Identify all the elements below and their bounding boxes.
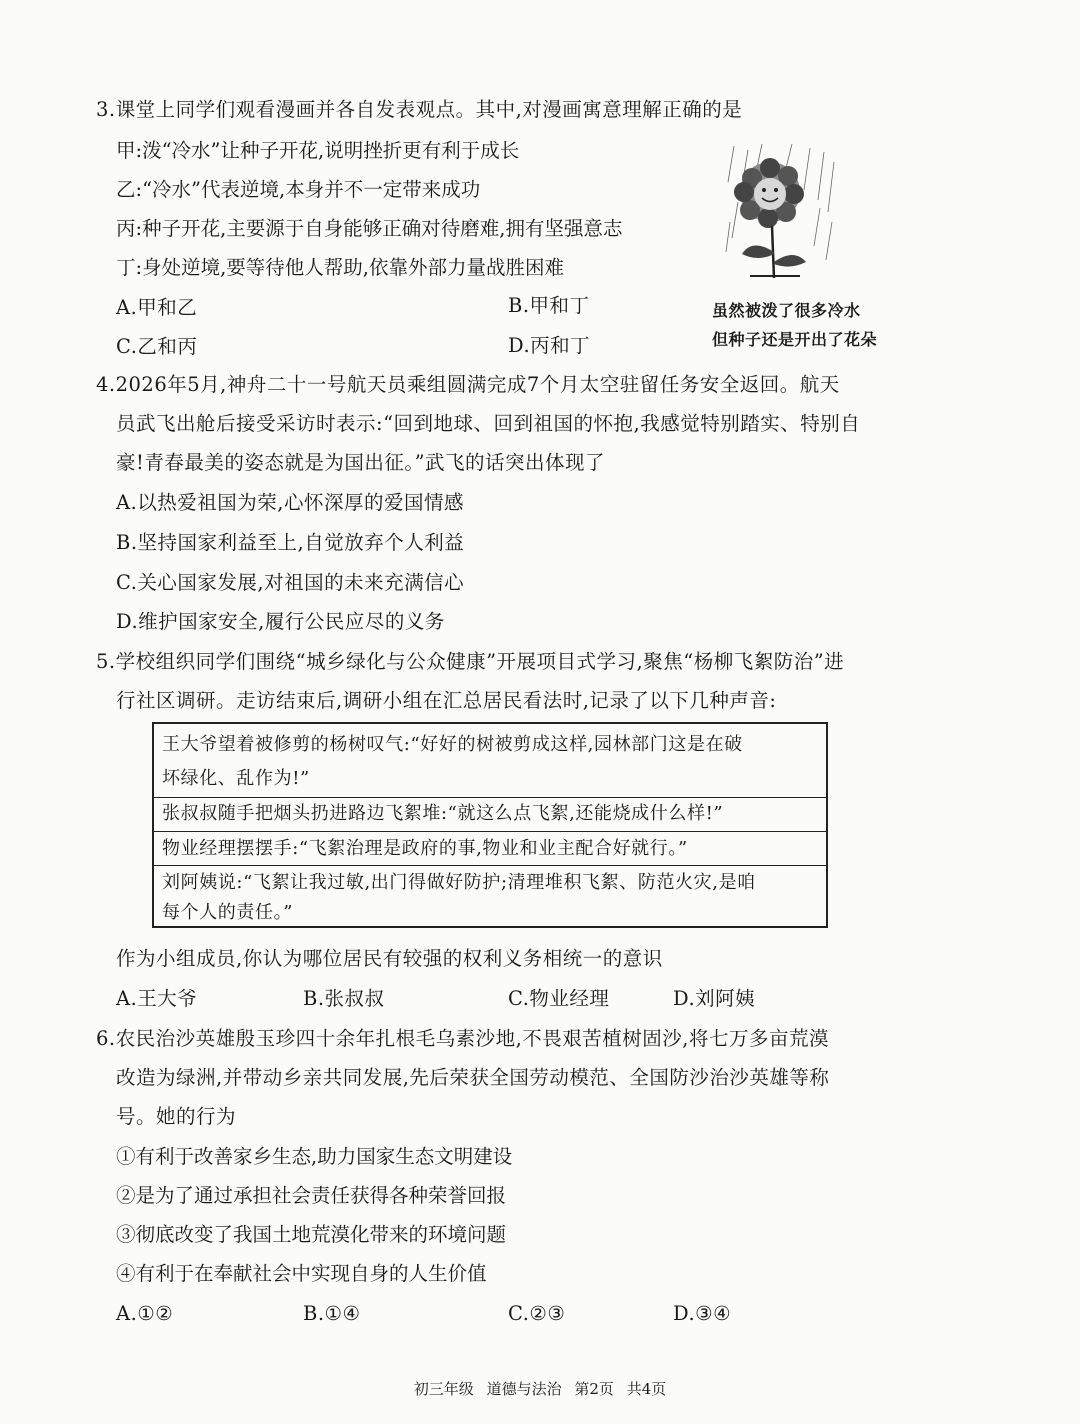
q3-option-d[interactable]: D.丙和丁 bbox=[508, 334, 591, 357]
q3-option-a[interactable]: A.甲和乙 bbox=[116, 296, 198, 319]
page-footer bbox=[0, 1382, 1080, 1397]
footer-total-pages: 共4页 bbox=[626, 1380, 667, 1398]
voice-wang-line2: 坏绿化、乱作为!” bbox=[162, 768, 310, 789]
q3-option-b[interactable]: B.甲和丁 bbox=[508, 294, 590, 317]
footer-subject: 道德与法治 bbox=[486, 1380, 562, 1398]
q6-option-b[interactable]: B.①④ bbox=[303, 1302, 361, 1325]
q3-option-c[interactable]: C.乙和丙 bbox=[116, 335, 198, 358]
voice-row-manager bbox=[154, 832, 826, 866]
voice-row-zhang bbox=[154, 798, 826, 832]
q4-option-d[interactable]: D.维护国家安全,履行公民应尽的义务 bbox=[116, 610, 445, 633]
voice-wang-line1: 王大爷望着被修剪的杨树叹气:“好好的树被剪成这样,园林部门这是在破 bbox=[162, 734, 743, 755]
flower-cartoon-image bbox=[722, 142, 838, 282]
q5-option-a[interactable]: A.王大爷 bbox=[116, 987, 198, 1010]
q3-statement-jia: 甲:泼“冷水”让种子开花,说明挫折更有利于成长 bbox=[116, 139, 520, 162]
voice-liu-line2: 每个人的责任。” bbox=[162, 902, 294, 923]
voice-row-liu bbox=[154, 866, 826, 928]
footer-page-number: 第2页 bbox=[574, 1380, 614, 1398]
q4-option-a[interactable]: A.以热爱祖国为荣,心怀深厚的爱国情感 bbox=[116, 491, 464, 514]
cartoon-caption-line1: 虽然被泼了很多冷水 bbox=[712, 301, 861, 320]
q6-option-c[interactable]: C.②③ bbox=[508, 1302, 566, 1325]
voice-zhang-line1: 张叔叔随手把烟头扔进路边飞絮堆:“就这么点飞絮,还能烧成什么样!” bbox=[162, 803, 724, 824]
q4-option-b[interactable]: B.坚持国家利益至上,自觉放弃个人利益 bbox=[116, 531, 465, 554]
q6-stem-line1: 6.农民治沙英雄殷玉珍四十余年扎根毛乌素沙地,不畏艰苦植树固沙,将七万多亩荒漠 bbox=[96, 1027, 830, 1050]
q3-stem: 3.课堂上同学们观看漫画并各自发表观点。其中,对漫画寓意理解正确的是 bbox=[96, 98, 743, 121]
q6-statement-3: ③彻底改变了我国土地荒漠化带来的环境问题 bbox=[116, 1223, 507, 1246]
q5-stem-line1: 5.学校组织同学们围绕“城乡绿化与公众健康”开展项目式学习,聚焦“杨柳飞絮防治”进 bbox=[96, 650, 845, 673]
q6-statement-4: ④有利于在奉献社会中实现自身的人生价值 bbox=[116, 1262, 487, 1285]
cartoon-caption-line2: 但种子还是开出了花朵 bbox=[712, 330, 878, 349]
footer-grade: 初三年级 bbox=[413, 1380, 474, 1398]
q5-question: 作为小组成员,你认为哪位居民有较强的权利义务相统一的意识 bbox=[116, 947, 663, 970]
q5-option-c[interactable]: C.物业经理 bbox=[508, 987, 610, 1010]
q4-stem-line3: 豪!青春最美的姿态就是为国出征。”武飞的话突出体现了 bbox=[116, 451, 606, 474]
q3-statement-yi: 乙:“冷水”代表逆境,本身并不一定带来成功 bbox=[116, 178, 481, 201]
q6-stem-line2: 改造为绿洲,并带动乡亲共同发展,先后荣获全国劳动模范、全国防沙治沙英雄等称 bbox=[116, 1066, 830, 1089]
q6-statement-2: ②是为了通过承担社会责任获得各种荣誉回报 bbox=[116, 1184, 507, 1207]
voice-manager-line1: 物业经理摆摆手:“飞絮治理是政府的事,物业和业主配合好就行。” bbox=[162, 838, 688, 859]
q6-statement-1: ①有利于改善家乡生态,助力国家生态文明建设 bbox=[116, 1145, 513, 1168]
q6-option-a[interactable]: A.①② bbox=[116, 1302, 174, 1325]
q6-option-d[interactable]: D.③④ bbox=[673, 1302, 732, 1325]
resident-voices-table bbox=[152, 722, 828, 928]
q4-option-c[interactable]: C.关心国家发展,对祖国的未来充满信心 bbox=[116, 571, 465, 594]
q6-stem-line3: 号。她的行为 bbox=[116, 1105, 237, 1128]
q3-statement-ding: 丁:身处逆境,要等待他人帮助,依靠外部力量战胜困难 bbox=[116, 256, 564, 279]
q5-option-b[interactable]: B.张叔叔 bbox=[303, 987, 385, 1010]
q3-statement-bing: 丙:种子开花,主要源于自身能够正确对待磨难,拥有坚强意志 bbox=[116, 217, 623, 240]
q4-stem-line2: 员武飞出舱后接受采访时表示:“回到地球、回到祖国的怀抱,我感觉特别踏实、特别自 bbox=[116, 412, 861, 435]
q4-stem-line1: 4.2026年5月,神舟二十一号航天员乘组圆满完成7个月太空驻留任务安全返回。航天 bbox=[96, 373, 840, 396]
voice-row-wang bbox=[154, 724, 826, 798]
q5-option-d[interactable]: D.刘阿姨 bbox=[673, 987, 756, 1010]
voice-liu-line1: 刘阿姨说:“飞絮让我过敏,出门得做好防护;清理堆积飞絮、防范火灾,是咱 bbox=[162, 872, 756, 893]
q5-stem-line2: 行社区调研。走访结束后,调研小组在汇总居民看法时,记录了以下几种声音: bbox=[116, 689, 777, 712]
